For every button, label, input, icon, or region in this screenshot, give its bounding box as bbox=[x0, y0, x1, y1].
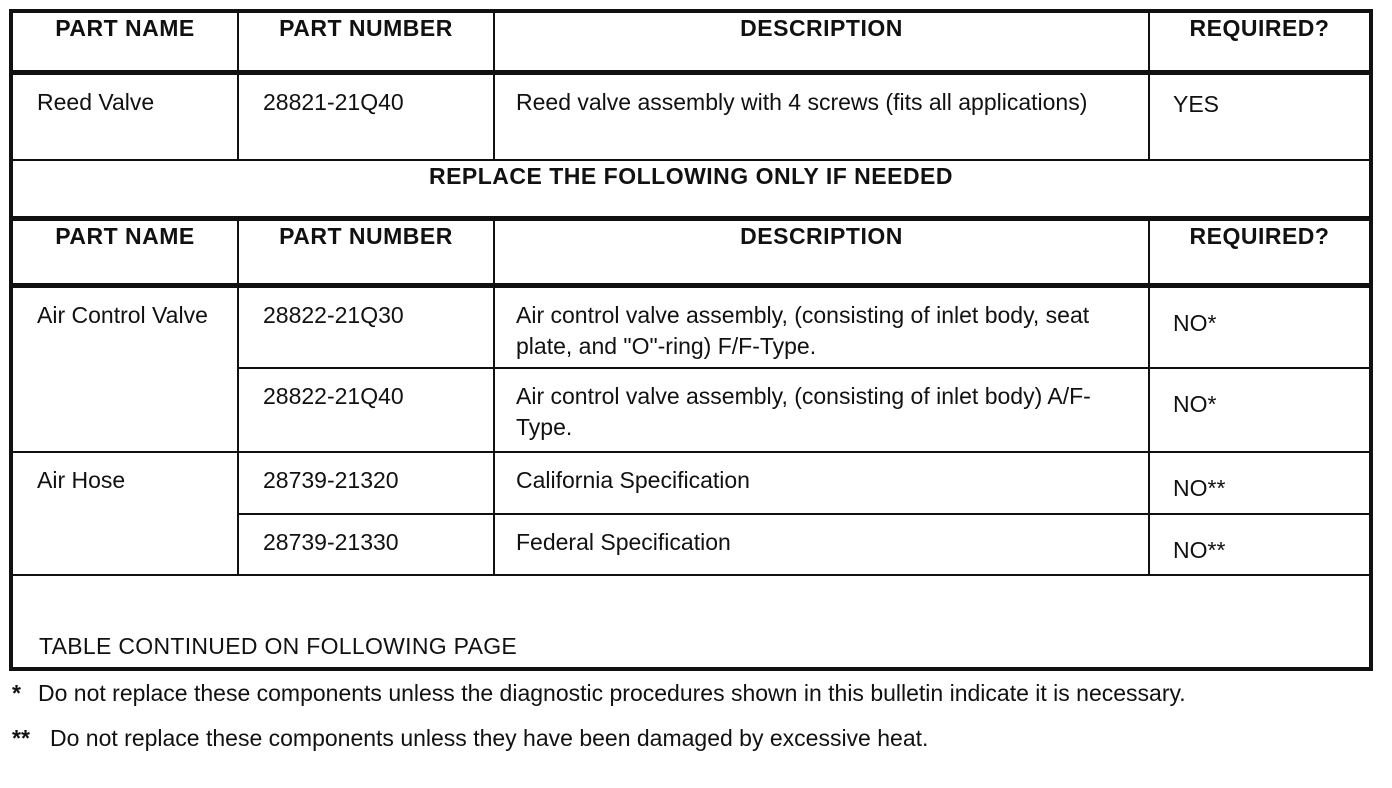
required-cell: NO* bbox=[1173, 391, 1217, 417]
table-continued-note: TABLE CONTINUED ON FOLLOWING PAGE bbox=[39, 633, 518, 659]
table-row bbox=[13, 72, 1369, 160]
description-cell: California Specification bbox=[516, 467, 750, 493]
footnote-text: Do not replace these components unless they have been damaged by excessive heat. bbox=[50, 725, 929, 751]
part-number-cell: 28822-21Q40 bbox=[263, 383, 404, 409]
required-cell: YES bbox=[1173, 90, 1220, 117]
required-cell: NO* bbox=[1173, 309, 1217, 336]
header-part-name: PART NAME bbox=[13, 13, 238, 72]
part-number-cell: 28822-21Q30 bbox=[263, 301, 404, 328]
header-part-number: PART NUMBER bbox=[238, 218, 494, 285]
table-row bbox=[13, 452, 1369, 514]
required-cell: NO** bbox=[1173, 475, 1226, 501]
footnote bbox=[12, 678, 1382, 709]
header-description: DESCRIPTION bbox=[494, 218, 1149, 285]
parts-table bbox=[13, 13, 1369, 576]
footnote bbox=[12, 723, 1382, 754]
footnote-text: Do not replace these components unless the diagnostic procedures shown in this bulletin indicate it is necessary. bbox=[38, 680, 1186, 706]
table-row bbox=[13, 285, 1369, 368]
header-part-name: PART NAME bbox=[13, 218, 238, 285]
header-row-2 bbox=[13, 218, 1369, 285]
part-number-cell: 28739-21330 bbox=[263, 529, 399, 555]
description-cell: Air control valve assembly, (consisting of inlet body) A/F-Type. bbox=[516, 383, 1091, 440]
subheading-row bbox=[13, 160, 1369, 218]
subheading: REPLACE THE FOLLOWING ONLY IF NEEDED bbox=[13, 160, 1369, 218]
part-name-cell: Air Hose bbox=[37, 467, 126, 493]
part-name-cell: Reed Valve bbox=[37, 88, 155, 115]
part-number-cell: 28821-21Q40 bbox=[263, 88, 404, 115]
required-cell: NO** bbox=[1173, 537, 1226, 563]
footnote-mark: * bbox=[12, 680, 21, 706]
description-cell: Reed valve assembly with 4 screws (fits all applications) bbox=[516, 88, 1088, 115]
header-required: REQUIRED? bbox=[1149, 13, 1369, 72]
footnotes bbox=[12, 678, 1382, 754]
header-description: DESCRIPTION bbox=[494, 13, 1149, 72]
part-name-cell: Air Control Valve bbox=[37, 301, 208, 328]
description-cell: Air control valve assembly, (consisting of inlet body, seat plate, and "O"-ring) F/F-Type. bbox=[516, 301, 1090, 359]
header-required: REQUIRED? bbox=[1149, 218, 1369, 285]
description-cell: Federal Specification bbox=[516, 529, 731, 555]
header-part-number: PART NUMBER bbox=[238, 13, 494, 72]
header-row bbox=[13, 13, 1369, 72]
part-number-cell: 28739-21320 bbox=[263, 467, 399, 493]
parts-table-frame bbox=[9, 9, 1373, 671]
footnote-mark: ** bbox=[12, 725, 30, 751]
